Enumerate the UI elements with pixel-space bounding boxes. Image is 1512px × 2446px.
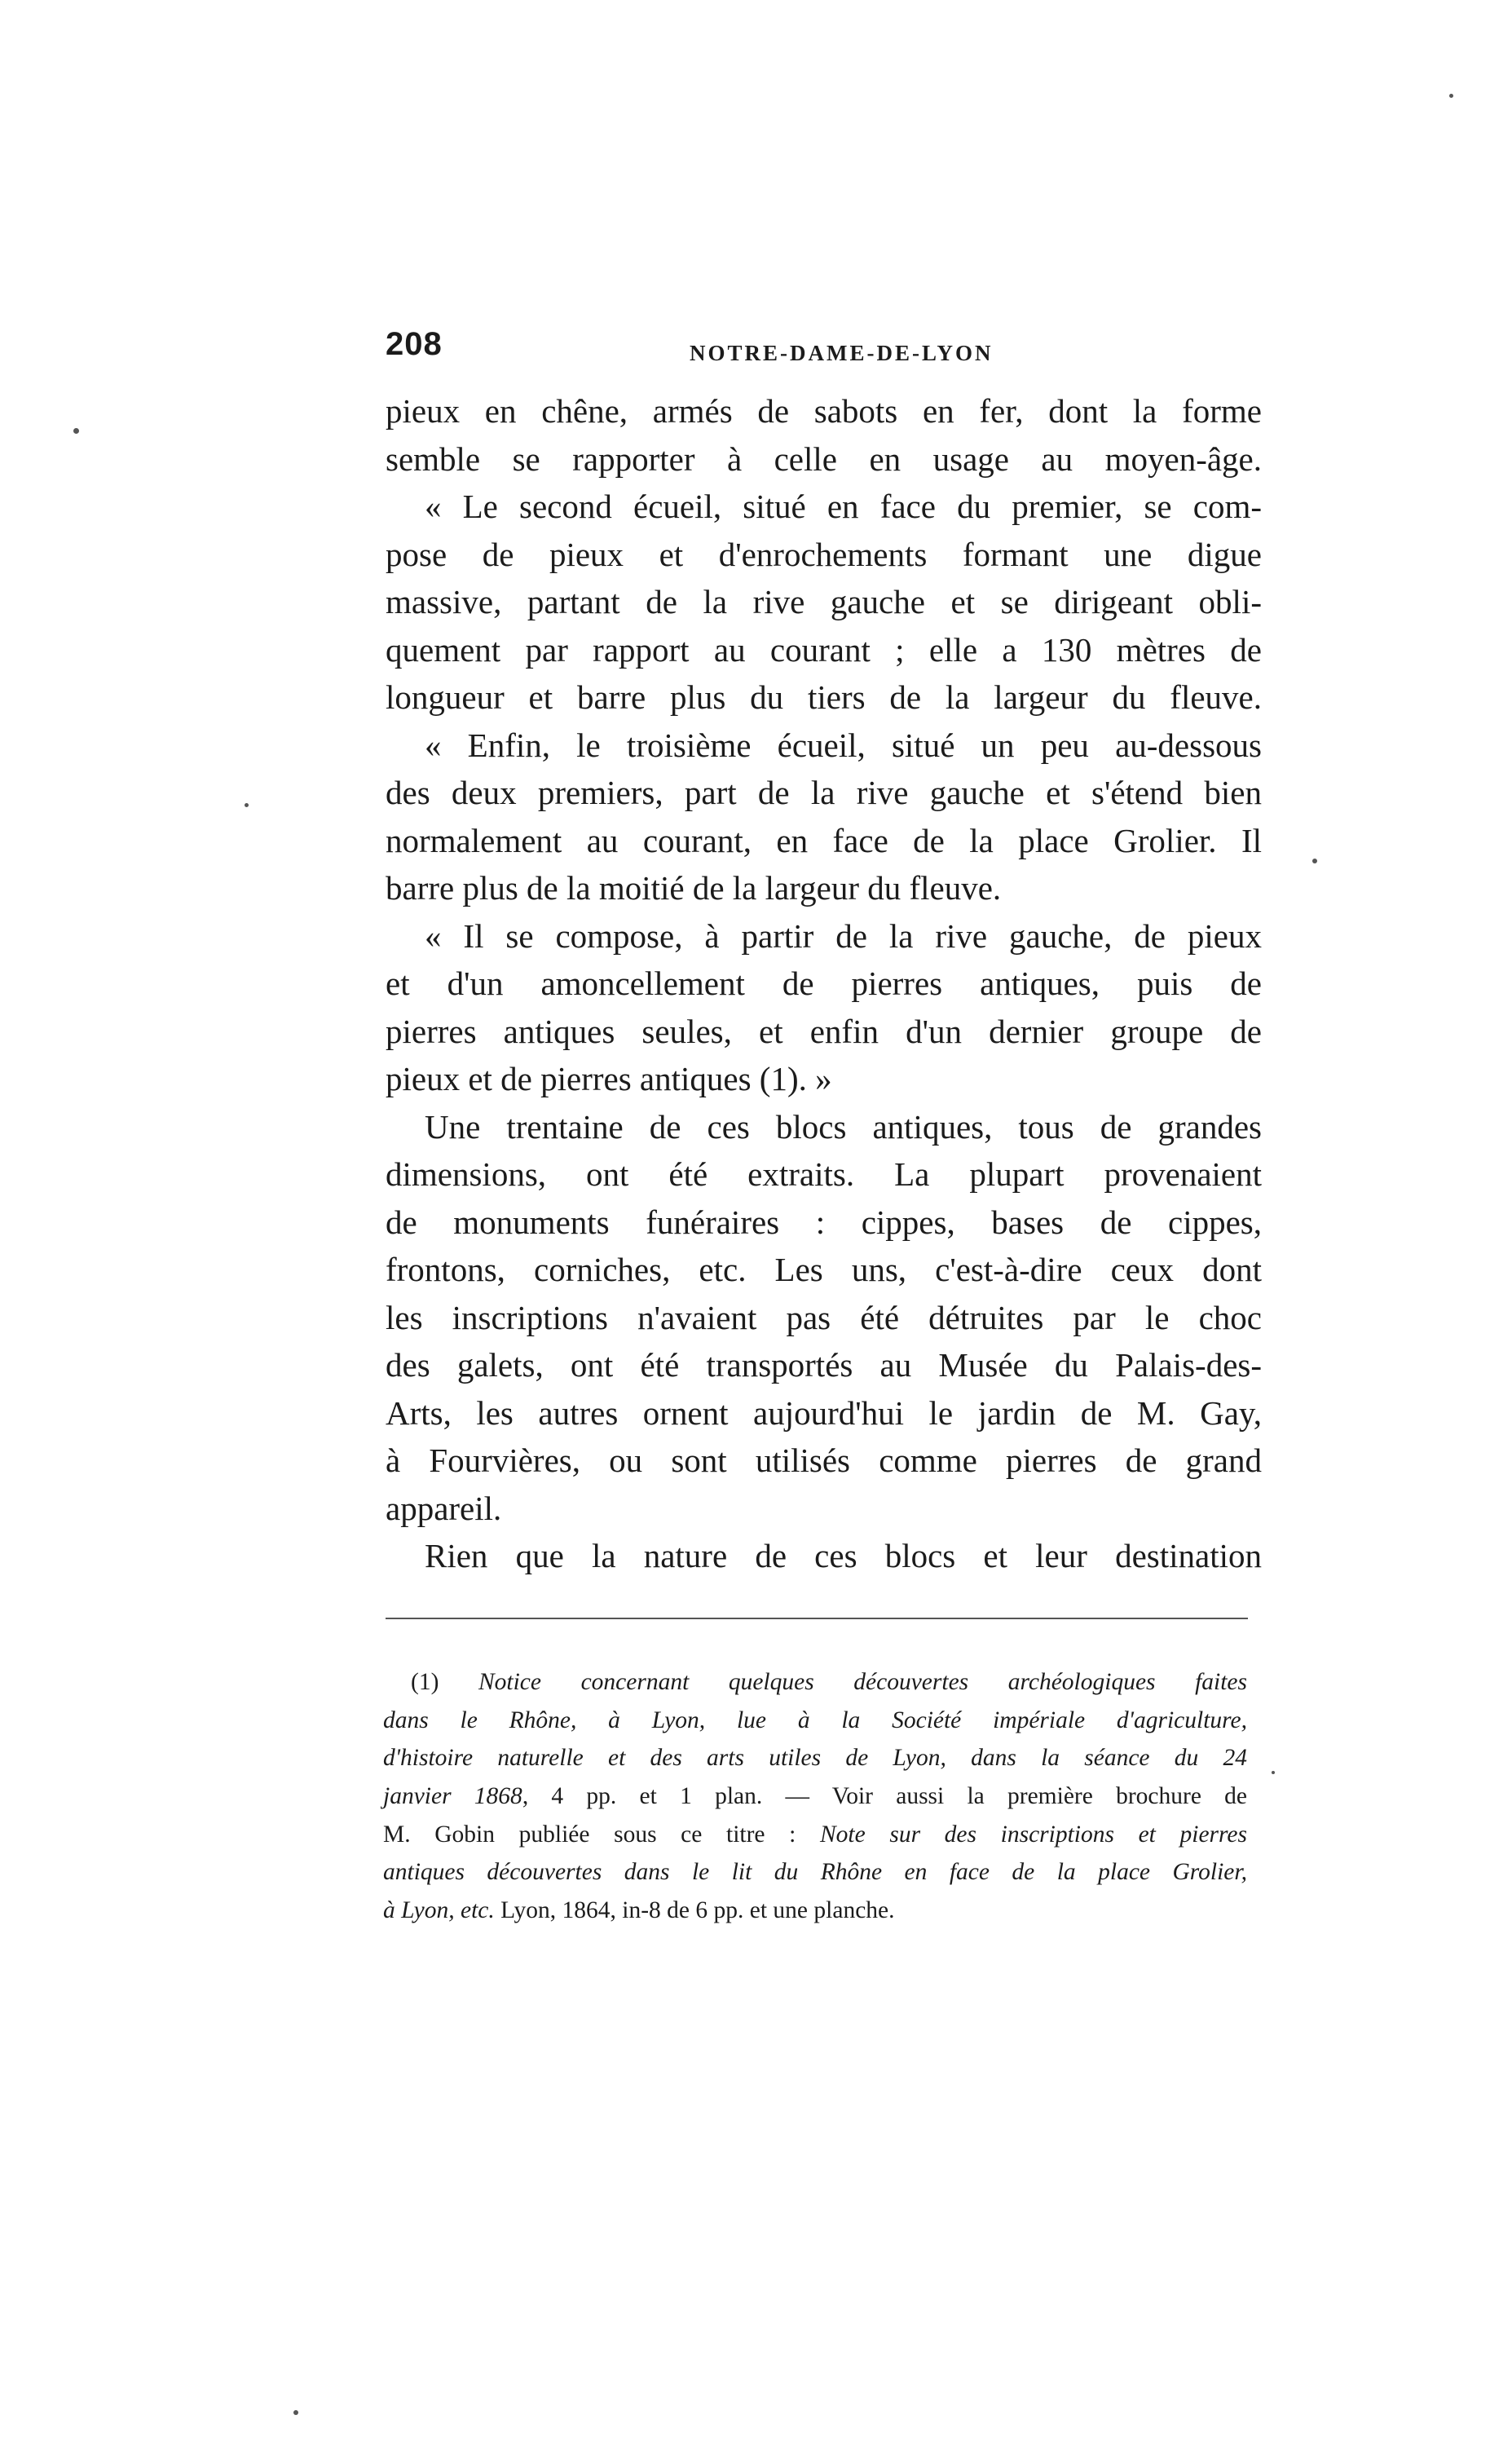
footnote-line: d'histoire naturelle et des arts utiles de Lyon, dans la séance du 24	[383, 1745, 1247, 1772]
text-line: Rien que la nature de ces blocs et leur destination	[425, 1537, 1262, 1574]
text-line: Une trentaine de ces blocs antiques, tous de grandes	[425, 1107, 1262, 1146]
footnote-text: M. Gobin publiée sous ce titre :	[383, 1821, 820, 1848]
text-line: semble se rapporter à celle en usage au moyen-âge.	[386, 439, 1262, 478]
text-line: à Fourvières, ou sont utilisés comme pierres de grand	[386, 1442, 1262, 1479]
footnote-line: antiques découvertes dans le lit du Rhône en face de la place Grolier,	[383, 1859, 1247, 1886]
text-line: les inscriptions n'avaient pas été détruites par le choc	[386, 1298, 1262, 1336]
text-line: quement par rapport au courant ; elle a 130 mètres de	[386, 630, 1262, 669]
text-line: de monuments funéraires : cippes, bases de cippes,	[386, 1203, 1262, 1241]
scan-speck	[1272, 1771, 1275, 1774]
text-line: barre plus de la moitié de la largeur du fleuve.	[386, 869, 1002, 907]
footnote-line	[383, 1663, 1247, 1702]
text-line: pose de pieux et d'enrochements formant une digue	[386, 535, 1262, 573]
page-number: 208	[386, 326, 443, 362]
footnote-line	[383, 1892, 1247, 1930]
footnote-marker: (1)	[411, 1669, 478, 1695]
scan-speck	[1449, 94, 1453, 98]
text-line: des deux premiers, part de la rive gauche et s'étend bien	[386, 774, 1262, 811]
text-line: Arts, les autres ornent aujourd'hui le jardin de M. Gay,	[386, 1393, 1262, 1432]
text-line: pieux en chêne, armés de sabots en fer, dont la forme	[386, 392, 1262, 430]
running-head: NOTRE-DAME-DE-LYON	[690, 341, 994, 365]
footnote-title: à Lyon, etc.	[383, 1897, 495, 1924]
footnote	[383, 1663, 1247, 1930]
footnote-separator	[386, 1618, 1248, 1619]
footnote-text: , 4 pp. et 1 plan. — Voir aussi la première brochure de	[522, 1783, 1247, 1810]
footnote-text: Lyon, 1864, in-8 de 6 pp. et une planche.	[494, 1897, 895, 1924]
text-line: massive, partant de la rive gauche et se dirigeant obli-	[386, 583, 1262, 620]
text-line: « Enfin, le troisième écueil, situé un peu au-dessous	[425, 726, 1262, 764]
scan-speck	[293, 2410, 298, 2415]
footnote-line	[383, 1816, 1247, 1854]
text-line: des galets, ont été transportés au Musée du Palais-des-	[386, 1346, 1262, 1384]
footnote-title: Note sur des inscriptions et pierres	[819, 1821, 1247, 1848]
main-text	[386, 387, 1262, 1580]
text-line: longueur et barre plus du tiers de la largeur du fleuve.	[386, 678, 1262, 716]
text-line: appareil.	[386, 1489, 502, 1527]
text-line: pieux et de pierres antiques (1). »	[386, 1060, 832, 1097]
scan-speck	[245, 803, 249, 807]
text-line: frontons, corniches, etc. Les uns, c'est-à-dire ceux dont	[386, 1251, 1262, 1288]
text-line: pierres antiques seules, et enfin d'un dernier groupe de	[386, 1012, 1262, 1050]
footnote-line	[383, 1777, 1247, 1816]
scan-speck	[1312, 859, 1317, 863]
page-header	[386, 326, 1262, 375]
scan-speck	[73, 428, 79, 434]
text-line: dimensions, ont été extraits. La plupart provenaient	[386, 1155, 1262, 1193]
text-line: et d'un amoncellement de pierres antiques, puis de	[386, 965, 1262, 1002]
footnote-date: janvier 1868	[383, 1783, 522, 1810]
footnote-line: dans le Rhône, à Lyon, lue à la Société impériale d'agriculture,	[383, 1706, 1247, 1733]
text-line: « Il se compose, à partir de la rive gauche, de pieux	[425, 916, 1262, 955]
footnote-title: Notice concernant quelques découvertes archéologiques faites	[478, 1669, 1247, 1695]
text-line: « Le second écueil, situé en face du premier, se com-	[425, 488, 1262, 525]
text-line: normalement au courant, en face de la place Grolier. Il	[386, 821, 1262, 859]
